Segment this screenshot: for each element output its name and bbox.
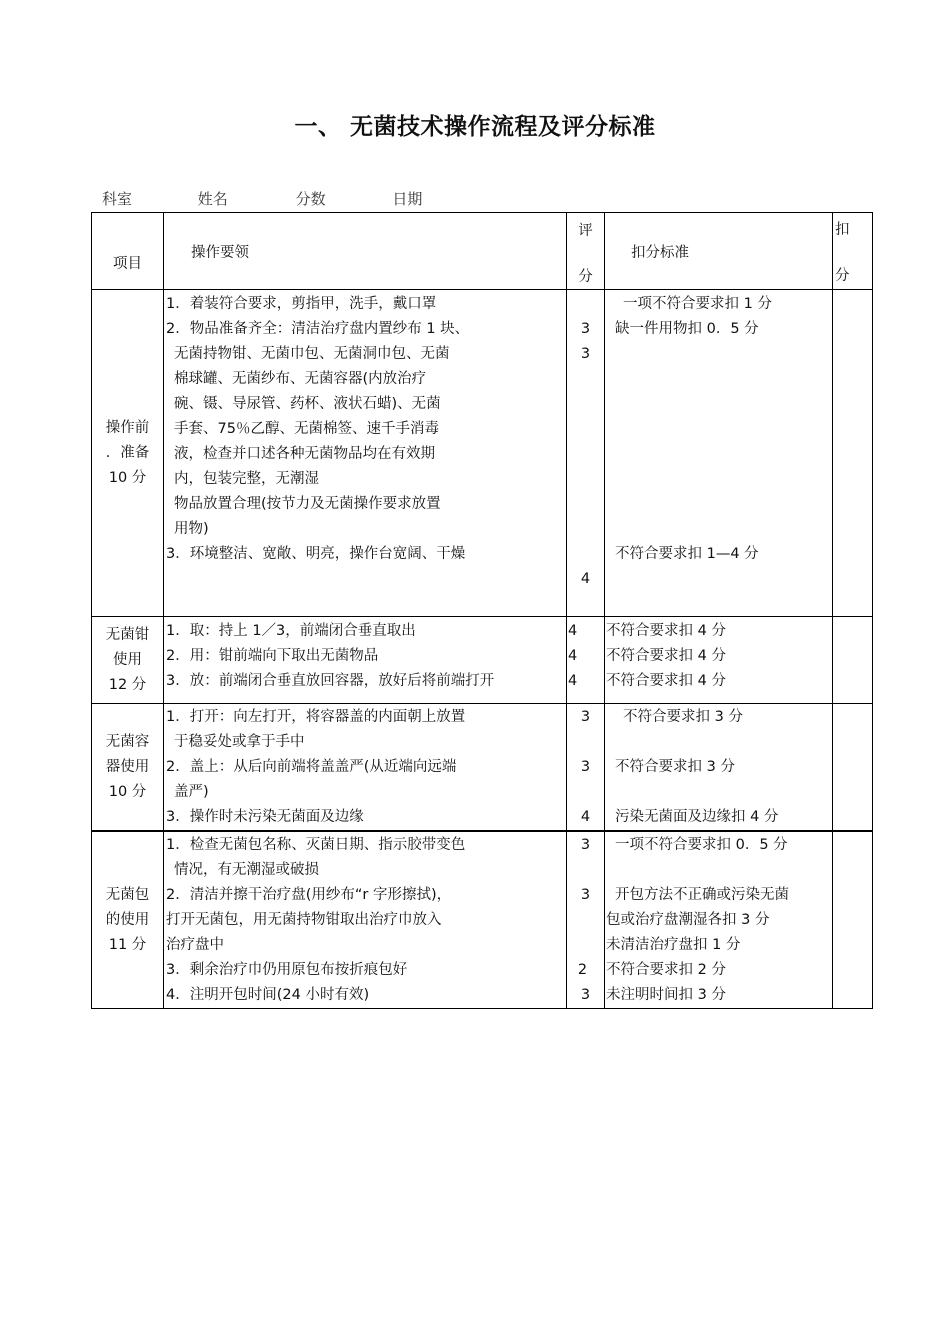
- deduct-cell: [833, 704, 873, 832]
- criteria-line: 未注明时间扣 3 分: [606, 987, 726, 1003]
- step-line: 2．清洁并擦干治疗盘(用纱布“r 字形擦拭)，: [166, 887, 452, 903]
- score-value: 3: [580, 709, 591, 725]
- step-line: 1．打开：向左打开，将容器盖的内面朝上放置: [166, 709, 466, 725]
- step-line: 于稳妥处或拿于手中: [174, 734, 305, 750]
- section-category: 无菌钳 使用 12 分: [92, 617, 164, 704]
- score-value: 3: [580, 987, 591, 1003]
- criteria-line: 不符合要求扣 4 分: [606, 673, 726, 689]
- criteria-line: 不符合要求扣 4 分: [606, 648, 726, 664]
- criteria-line: 未清洁治疗盘扣 1 分: [606, 937, 741, 953]
- criteria-line: 开包方法不正确或污染无菌: [615, 887, 789, 903]
- score-value: 3: [580, 321, 591, 337]
- step-line: 1．取：持上 1／3，前端闭合垂直取出: [166, 623, 416, 639]
- document-title: 一、 无菌技术操作流程及评分标准: [294, 114, 656, 140]
- step-line: 碗、镊、导尿管、药杯、液状石蜡)、无菌: [174, 396, 441, 412]
- step-line: 治疗盘中: [166, 937, 224, 953]
- meta-department: 科室: [102, 190, 133, 208]
- step-line: 2．盖上：从后向前端将盖盖严(从近端向远端: [166, 759, 457, 775]
- criteria-line: 不符合要求扣 3 分: [623, 709, 743, 725]
- meta-date: 日期: [392, 190, 423, 208]
- scoring-table: [91, 212, 873, 1009]
- criteria-line: 不符合要求扣 3 分: [615, 759, 735, 775]
- step-line: 1．检查无菌包名称、灭菌日期、指示胶带变色: [166, 837, 466, 853]
- section-steps: [164, 617, 567, 704]
- criteria-line: 一项不符合要求扣 1 分: [623, 296, 772, 312]
- step-line: 打开无菌包，用无菌持物钳取出治疗巾放入: [166, 912, 442, 928]
- step-line: 3．操作时未污染无菌面及边缘: [166, 809, 364, 825]
- step-line: 2．用：钳前端向下取出无菌物品: [166, 648, 379, 664]
- section-category: 无菌容 器使用 10 分: [92, 704, 164, 832]
- step-line: 2．物品准备齐全：清洁治疗盘内置纱布 1 块、: [166, 321, 470, 337]
- section-criteria: [605, 831, 833, 1009]
- section-scores: [567, 704, 605, 832]
- section-criteria: [605, 704, 833, 832]
- step-line: [164, 567, 566, 592]
- deduct-cell: [833, 617, 873, 704]
- section-steps: [164, 831, 567, 1009]
- step-line: 手套、75％乙醇、无菌棉签、速千手消毒: [174, 421, 439, 437]
- step-line: 液，检查并口述各种无菌物品均在有效期: [174, 446, 435, 462]
- step-line: 物品放置合理(按节力及无菌操作要求放置: [174, 496, 441, 512]
- meta-name: 姓名: [197, 190, 228, 208]
- header-criteria: 扣分标准: [605, 213, 833, 290]
- step-line: 3．环境整洁、宽敞、明亮，操作台宽阔、干燥: [166, 546, 466, 562]
- criteria-line: 缺一件用物扣 0．5 分: [615, 321, 759, 337]
- section-row: [92, 831, 873, 1009]
- section-scores: [567, 831, 605, 1009]
- section-category: 无菌包 的使用 11 分: [92, 831, 164, 1009]
- deduct-cell: [833, 290, 873, 617]
- step-line: 3．剩余治疗巾仍用原包布按折痕包好: [166, 962, 408, 978]
- criteria-line: 污染无菌面及边缘扣 4 分: [615, 809, 779, 825]
- header-item: 项目: [92, 213, 164, 290]
- score-value: 3: [580, 887, 591, 903]
- step-line: 内，包装完整，无潮湿: [174, 471, 319, 487]
- step-line: 用物): [174, 521, 209, 537]
- section-steps: [164, 290, 567, 617]
- step-line: 盖严): [174, 784, 209, 800]
- header-steps: 操作要领: [164, 213, 567, 290]
- deduct-cell: [833, 831, 873, 1009]
- section-scores: [567, 617, 605, 704]
- section-scores: [567, 290, 605, 617]
- table-header-row: [92, 213, 873, 290]
- section-criteria: [605, 617, 833, 704]
- step-line: 无菌持物钳、无菌巾包、无菌洞巾包、无菌: [174, 346, 450, 362]
- section-row: [92, 617, 873, 704]
- criteria-line: 不符合要求扣 2 分: [606, 962, 726, 978]
- section-category: 操作前 ．准备 10 分: [92, 290, 164, 617]
- criteria-line: 一项不符合要求扣 0．5 分: [615, 837, 788, 853]
- step-line: 情况，有无潮湿或破损: [174, 862, 319, 878]
- section-row: [92, 290, 873, 617]
- section-criteria: [605, 290, 833, 617]
- header-deduct: 扣 分: [833, 213, 873, 290]
- criteria-line: 不符合要求扣 1—4 分: [615, 546, 759, 562]
- score-value: 3: [580, 346, 591, 362]
- section-steps: [164, 704, 567, 832]
- section-row: [92, 704, 873, 832]
- step-line: 3．放：前端闭合垂直放回容器，放好后将前端打开: [166, 673, 495, 689]
- score-value: 4: [568, 673, 578, 689]
- header-score: 评 分: [567, 213, 605, 290]
- form-meta-fields: [102, 188, 422, 209]
- criteria-line: 不符合要求扣 4 分: [606, 623, 726, 639]
- meta-score: 分数: [295, 190, 326, 208]
- step-line: 1．着装符合要求，剪指甲，洗手，戴口罩: [166, 296, 437, 312]
- score-value: 4: [580, 809, 591, 825]
- score-value: 3: [580, 837, 591, 853]
- step-line: 棉球罐、无菌纱布、无菌容器(内放治疗: [174, 371, 427, 387]
- score-value: 4: [580, 571, 591, 587]
- score-value: 4: [568, 648, 578, 664]
- step-line: 4．注明开包时间(24 小时有效): [166, 987, 370, 1003]
- criteria-line: 包或治疗盘潮湿各扣 3 分: [606, 912, 770, 928]
- score-value: 4: [568, 623, 578, 639]
- score-value: 3: [580, 759, 591, 775]
- score-value: 2: [577, 962, 588, 978]
